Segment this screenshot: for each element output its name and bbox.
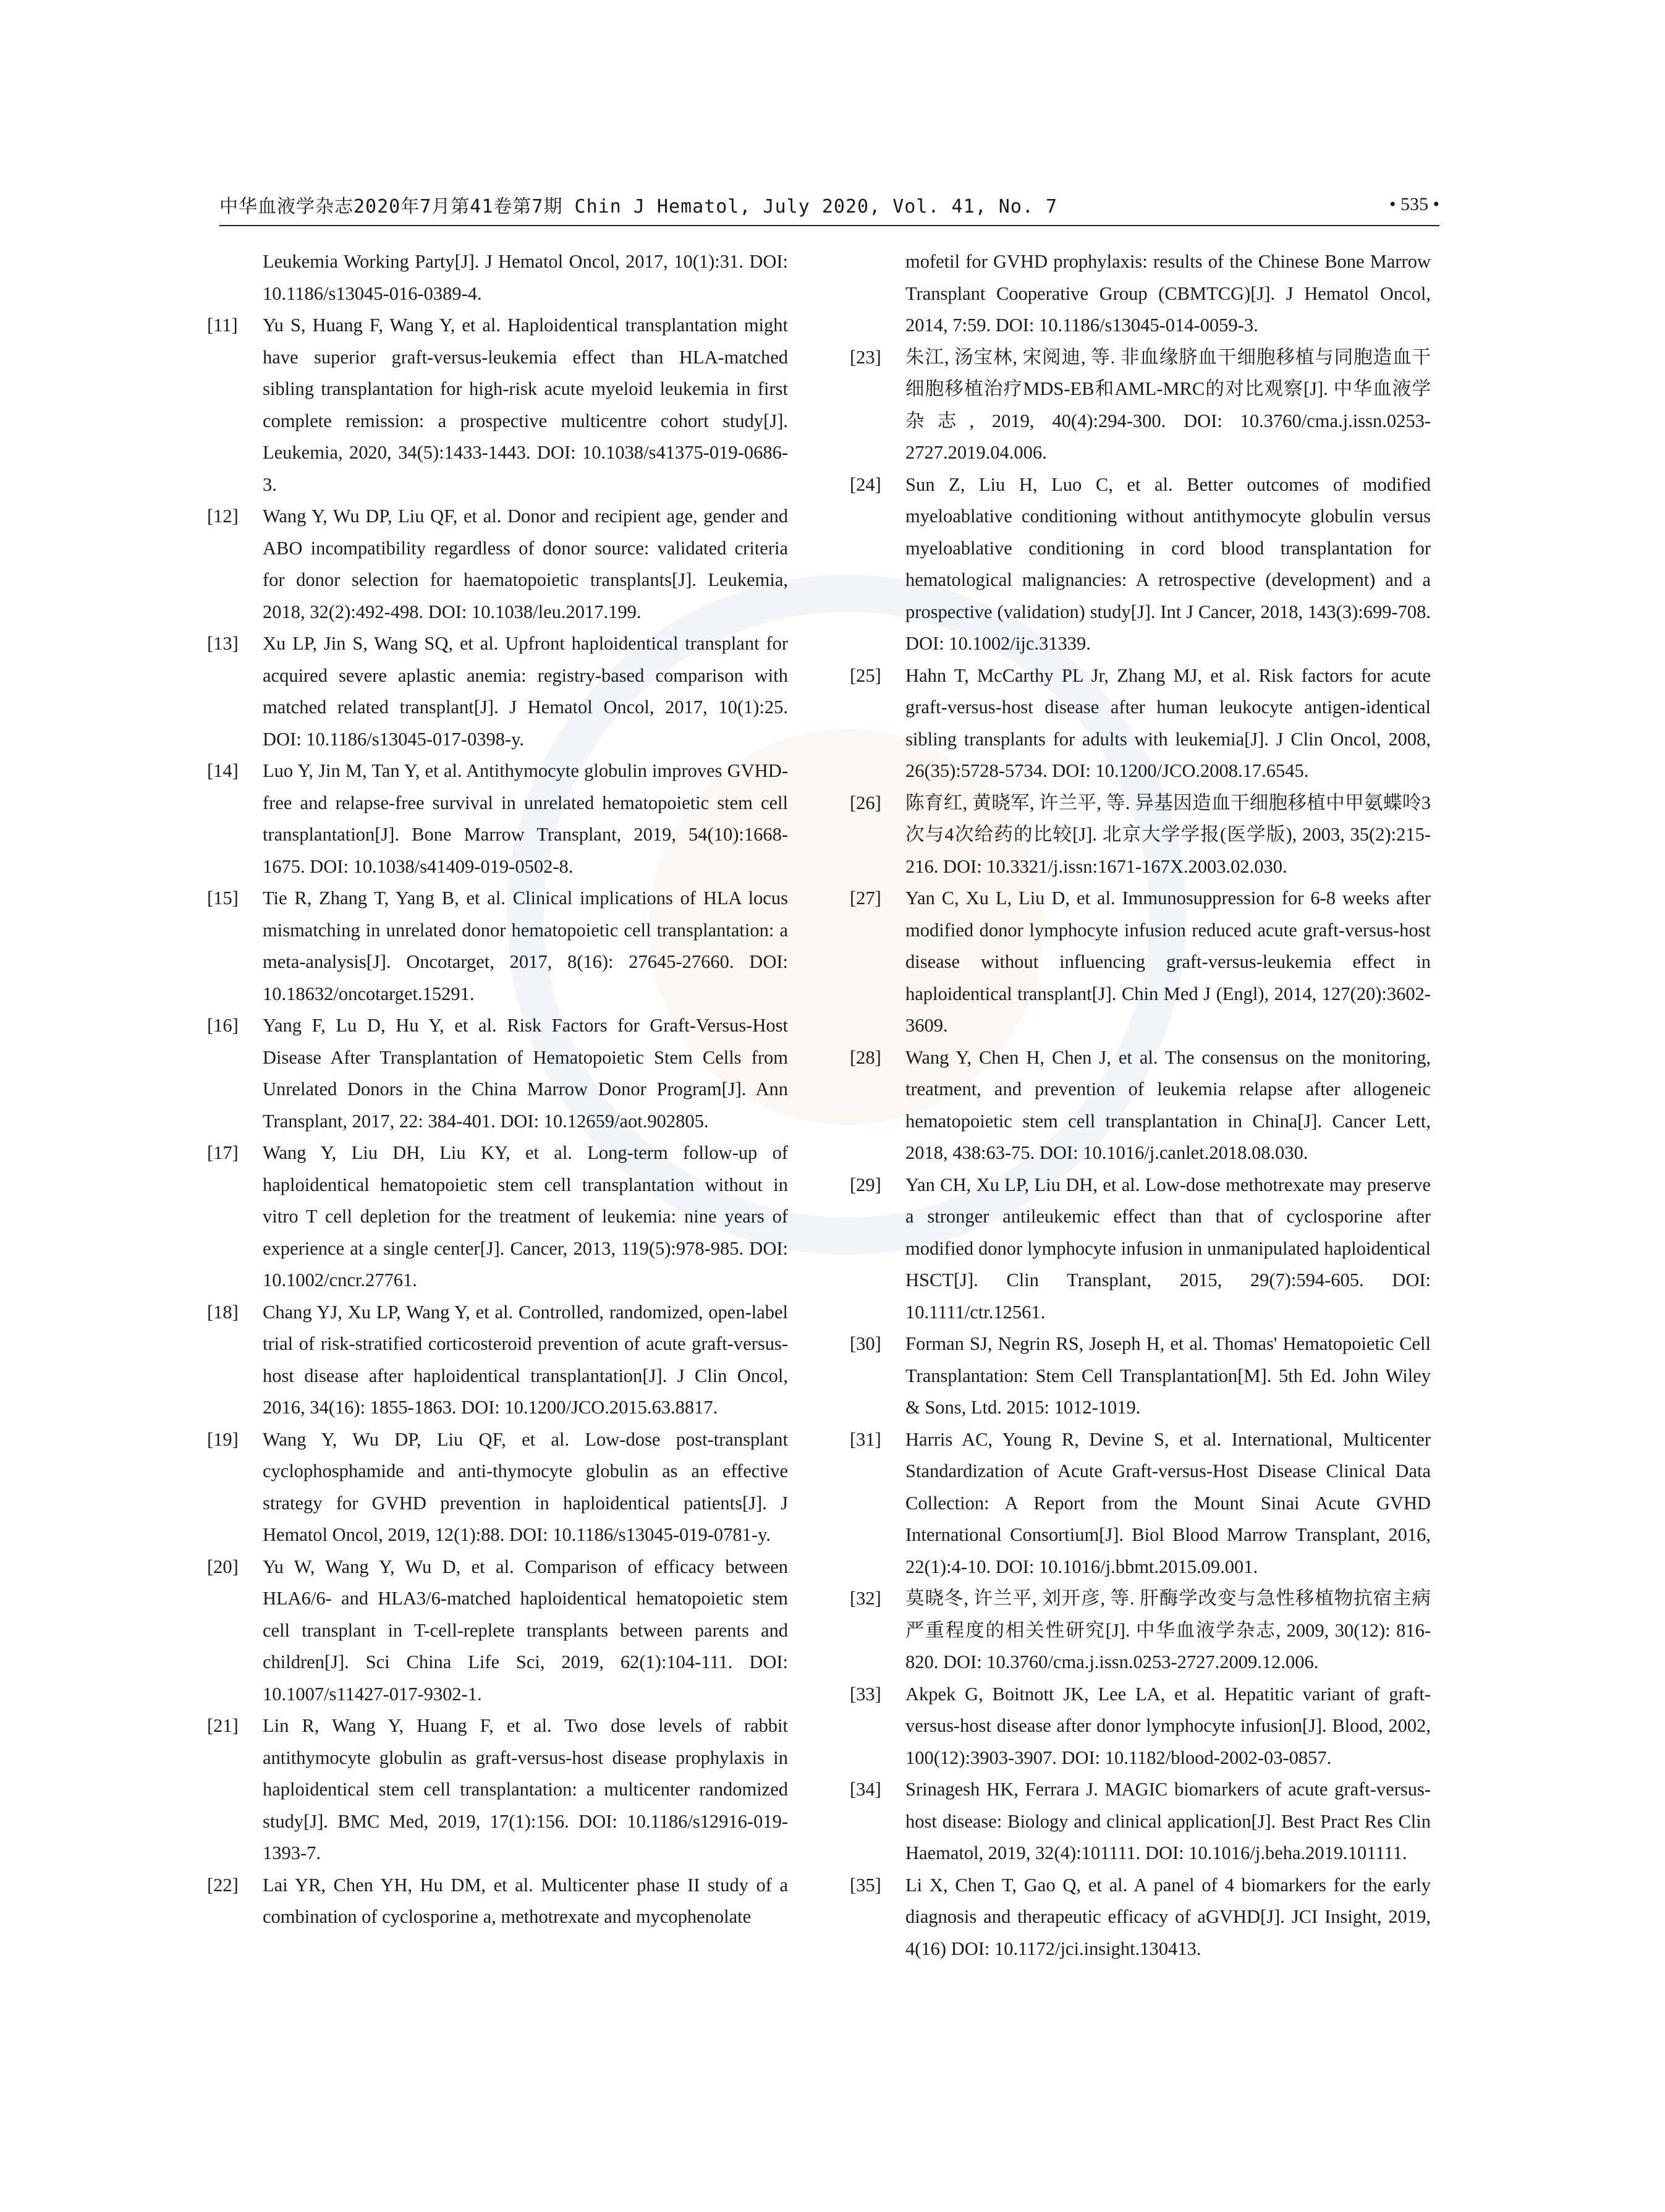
reference-text: Xu LP, Jin S, Wang SQ, et al. Upfront haploidentical transplant for acquired severe aplastic anemia: registry-based comparison with matched related transplant[J]. J Hematol Oncol, 2017, 10(1):25. DOI: 10.1186/s13045-017-0398-y.	[263, 633, 788, 750]
reference-text: Lai YR, Chen YH, Hu DM, et al. Multicenter phase II study of a combination of cyclosporine a, methotrexate and mycophenolate	[263, 1874, 788, 1927]
reference-column-left	[207, 246, 788, 1933]
reference-text: Li X, Chen T, Gao Q, et al. A panel of 4 biomarkers for the early diagnosis and therapeutic efficacy of aGVHD[J]. JCI Insight, 2019, 4(16) DOI: 10.1172/jci.insight.130413.	[905, 1874, 1431, 1959]
reference-text: Yu S, Huang F, Wang Y, et al. Haploidentical transplantation might have superior graft-versus-leukemia effect than HLA-matched sibling transplantation for high-risk acute myeloid leukemia in first complete remission: a prospective multicentre cohort study[J]. Leukemia, 2020, 34(5):1433-1443. DOI: 10.1038/s41375-019-0686-3.	[263, 315, 788, 495]
reference-text: Wang Y, Liu DH, Liu KY, et al. Long-term follow-up of haploidentical hematopoietic stem cell transplantation without in vitro T cell depletion for the treatment of leukemia: nine years of experience at a single center[J]. Cancer, 2013, 119(5):978-985. DOI: 10.1002/cncr.27761.	[263, 1142, 788, 1290]
reference-number: [16]	[207, 1015, 239, 1036]
reference-number: [26]	[850, 792, 881, 813]
reference-text: Wang Y, Wu DP, Liu QF, et al. Low-dose post-transplant cyclophosphamide and anti-thymocyte globulin as an effective strategy for GVHD prevention in haploidentical patients[J]. J Hematol Oncol, 2019, 12(1):88. DOI: 10.1186/s13045-019-0781-y.	[263, 1428, 788, 1545]
reference-number: [27]	[850, 888, 881, 909]
reference-item	[207, 755, 788, 883]
reference-text: Yan CH, Xu LP, Liu DH, et al. Low-dose methotrexate may preserve a stronger antileukemic effect than that of cyclosporine after modified donor lymphocyte infusion in unmanipulated haploidentical HSCT[J]. Clin Transplant, 2015, 29(7):594-605. DOI: 10.1111/ctr.12561.	[905, 1174, 1431, 1323]
reference-item	[850, 246, 1431, 342]
reference-text: Lin R, Wang Y, Huang F, et al. Two dose levels of rabbit antithymocyte globulin as graft-versus-host disease prophylaxis in haploidentical stem cell transplantation: a multicenter randomized study[J]. BMC Med, 2019, 17(1):156. DOI: 10.1186/s12916-019-1393-7.	[263, 1715, 788, 1863]
reference-number: [33]	[850, 1683, 881, 1705]
reference-text: Luo Y, Jin M, Tan Y, et al. Antithymocyte globulin improves GVHD-free and relapse-free survival in unrelated hematopoietic stem cell transplantation[J]. Bone Marrow Transplant, 2019, 54(10):1668-1675. DOI: 10.1038/s41409-019-0502-8.	[263, 760, 788, 877]
reference-text: Wang Y, Wu DP, Liu QF, et al. Donor and recipient age, gender and ABO incompatibility regardless of donor source: validated criteria for donor selection for haematopoietic transplants[J]. Leukemia, 2018, 32(2):492-498. DOI: 10.1038/leu.2017.199.	[263, 506, 788, 622]
reference-number: [15]	[207, 888, 239, 909]
reference-item	[850, 1424, 1431, 1583]
journal-running-head: 中华血液学杂志2020年7月第41卷第7期 Chin J Hematol, July 2020, Vol. 41, No. 7	[219, 196, 1058, 218]
reference-number: [31]	[850, 1428, 881, 1450]
reference-number: [19]	[207, 1428, 239, 1450]
reference-item	[207, 1297, 788, 1424]
reference-item	[207, 1710, 788, 1870]
reference-text: 朱江, 汤宝林, 宋阅迪, 等. 非血缘脐血干细胞移植与同胞造血干细胞移植治疗MDS-EB和AML-MRC的对比观察[J]. 中华血液学杂志, 2019, 40(4):294-300. DOI: 10.3760/cma.j.issn.0253-2727.2019.04.006.	[905, 346, 1431, 463]
reference-number: [21]	[207, 1715, 239, 1736]
reference-number: [35]	[850, 1874, 881, 1896]
reference-item	[207, 501, 788, 628]
reference-text: Hahn T, McCarthy PL Jr, Zhang MJ, et al. Risk factors for acute graft-versus-host disease after human leukocyte antigen-identical sibling transplants for adults with leukemia[J]. J Clin Oncol, 2008, 26(35):5728-5734. DOI: 10.1200/JCO.2008.17.6545.	[905, 664, 1431, 781]
reference-item	[850, 1774, 1431, 1870]
reference-number: [29]	[850, 1174, 881, 1195]
reference-number: [22]	[207, 1874, 239, 1896]
reference-text: Yang F, Lu D, Hu Y, et al. Risk Factors for Graft-Versus-Host Disease After Transplantation of Hematopoietic Stem Cells from Unrelated Donors in the China Marrow Donor Program[J]. Ann Transplant, 2017, 22: 384-401. DOI: 10.12659/aot.902805.	[263, 1015, 788, 1132]
reference-text: Harris AC, Young R, Devine S, et al. International, Multicenter Standardization of Acute Graft-versus-Host Disease Clinical Data Collection: A Report from the Mount Sinai Acute GVHD International Consortium[J]. Biol Blood Marrow Transplant, 2016, 22(1):4-10. DOI: 10.1016/j.bbmt.2015.09.001.	[905, 1428, 1431, 1577]
reference-number: [13]	[207, 633, 239, 654]
reference-item	[207, 628, 788, 755]
reference-item	[850, 1328, 1431, 1424]
reference-item	[850, 660, 1431, 787]
reference-text: Sun Z, Liu H, Luo C, et al. Better outcomes of modified myeloablative conditioning without antithymocyte globulin versus myeloablative conditioning in cord blood transplantation for hematological malignancies: A retrospective (development) and a prospective (validation) study[J]. Int J Cancer, 2018, 143(3):699-708. DOI: 10.1002/ijc.31339.	[905, 473, 1431, 654]
reference-item	[850, 1870, 1431, 1965]
reference-number: [12]	[207, 506, 239, 527]
reference-item	[207, 1010, 788, 1137]
reference-item	[850, 1583, 1431, 1679]
reference-number: [23]	[850, 346, 881, 368]
reference-text: Chang YJ, Xu LP, Wang Y, et al. Controlled, randomized, open-label trial of risk-stratified corticosteroid prevention of acute graft-versus-host disease after haploidentical transplantation[J]. J Clin Oncol, 2016, 34(16): 1855-1863. DOI: 10.1200/JCO.2015.63.8817.	[263, 1301, 788, 1418]
reference-number: [18]	[207, 1301, 239, 1323]
reference-text: Akpek G, Boitnott JK, Lee LA, et al. Hepatitic variant of graft-versus-host disease after donor lymphocyte infusion[J]. Blood, 2002, 100(12):3903-3907. DOI: 10.1182/blood-2002-03-0857.	[905, 1683, 1431, 1768]
reference-number: [30]	[850, 1333, 881, 1354]
reference-item	[207, 1551, 788, 1711]
reference-number: [11]	[207, 315, 238, 336]
reference-text: Forman SJ, Negrin RS, Joseph H, et al. Thomas' Hematopoietic Cell Transplantation: Stem Cell Transplantation[M]. 5th Ed. John Wiley & Sons, Ltd. 2015: 1012-1019.	[905, 1333, 1431, 1418]
reference-item	[207, 1424, 788, 1551]
reference-number: [24]	[850, 473, 881, 495]
reference-number: [34]	[850, 1779, 881, 1800]
reference-number: [25]	[850, 664, 881, 686]
reference-item	[207, 1870, 788, 1933]
reference-item	[850, 787, 1431, 883]
reference-text: Yan C, Xu L, Liu D, et al. Immunosuppression for 6-8 weeks after modified donor lymphocyte infusion reduced acute graft-versus-host disease without influencing graft-versus-leukemia effect in haploidentical transplant[J]. Chin Med J (Engl), 2014, 127(20):3602-3609.	[905, 888, 1431, 1036]
reference-text: Yu W, Wang Y, Wu D, et al. Comparison of efficacy between HLA6/6- and HLA3/6-matched haploidentical hematopoietic stem cell transplant in T-cell-replete transplants between parents and children[J]. Sci China Life Sci, 2019, 62(1):104-111. DOI: 10.1007/s11427-017-9302-1.	[263, 1556, 788, 1705]
reference-text: Leukemia Working Party[J]. J Hematol Oncol, 2017, 10(1):31. DOI: 10.1186/s13045-016-0389-4.	[263, 251, 788, 304]
reference-text: Srinagesh HK, Ferrara J. MAGIC biomarkers of acute graft-versus-host disease: Biology and clinical application[J]. Best Pract Res Clin Haematol, 2019, 32(4):101111. DOI: 10.1016/j.beha.2019.101111.	[905, 1779, 1431, 1863]
reference-number: [20]	[207, 1556, 239, 1577]
reference-number: [32]	[850, 1588, 881, 1609]
reference-item	[207, 246, 788, 310]
reference-item	[850, 1169, 1431, 1329]
reference-item	[850, 342, 1431, 469]
page-number: • 535 •	[1389, 194, 1439, 214]
reference-text: Wang Y, Chen H, Chen J, et al. The consensus on the monitoring, treatment, and prevention of leukemia relapse after allogeneic hematopoietic stem cell transplantation in China[J]. Cancer Lett, 2018, 438:63-75. DOI: 10.1016/j.canlet.2018.08.030.	[905, 1046, 1431, 1163]
reference-number: [17]	[207, 1142, 239, 1163]
reference-text: 陈育红, 黄晓军, 许兰平, 等. 异基因造血干细胞移植中甲氨蝶呤3次与4次给药的比较[J]. 北京大学学报(医学版), 2003, 35(2):215-216. DOI: 10.3321/j.issn:1671-167X.2003.02.030.	[905, 792, 1431, 877]
reference-item	[850, 469, 1431, 660]
reference-item	[850, 1679, 1431, 1774]
reference-item	[850, 883, 1431, 1042]
reference-text: 莫晓冬, 许兰平, 刘开彦, 等. 肝酶学改变与急性移植物抗宿主病严重程度的相关性研究[J]. 中华血液学杂志, 2009, 30(12): 816-820. DOI: 10.3760/cma.j.issn.0253-2727.2009.12.006.	[905, 1588, 1431, 1672]
reference-item	[207, 1137, 788, 1297]
reference-text: mofetil for GVHD prophylaxis: results of the Chinese Bone Marrow Transplant Cooperative Group (CBMTCG)[J]. J Hematol Oncol, 2014, 7:59. DOI: 10.1186/s13045-014-0059-3.	[905, 251, 1431, 336]
reference-item	[850, 1042, 1431, 1169]
reference-number: [28]	[850, 1046, 881, 1068]
reference-item	[207, 310, 788, 501]
reference-text: Tie R, Zhang T, Yang B, et al. Clinical implications of HLA locus mismatching in unrelated donor hematopoietic cell transplantation: a meta-analysis[J]. Oncotarget, 2017, 8(16): 27645-27660. DOI: 10.18632/oncotarget.15291.	[263, 888, 788, 1004]
reference-item	[207, 883, 788, 1010]
page-header	[219, 189, 1439, 226]
reference-number: [14]	[207, 760, 239, 781]
reference-column-right	[850, 246, 1431, 1965]
